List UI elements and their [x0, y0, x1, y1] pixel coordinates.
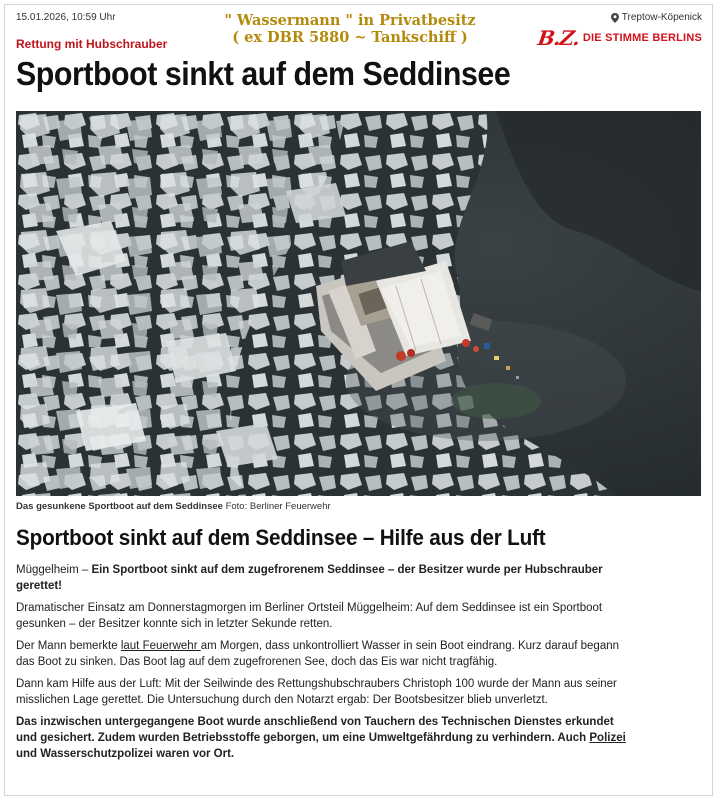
caption-credit: Foto: Berliner Feuerwehr [222, 501, 331, 512]
publish-date: 15.01.2026, 10:59 Uhr [16, 12, 116, 23]
location-tag[interactable] [611, 12, 702, 23]
article-lead [16, 562, 626, 594]
paragraph-2 [16, 638, 626, 670]
photo-caption [16, 501, 331, 512]
article-subheadline: Sportboot sinkt auf dem Seddinsee – Hilfe aus der Luft [16, 525, 546, 550]
overlay-line-2: ( ex DBR 5880 ~ Tankschiff ) [232, 29, 468, 46]
paragraph-3: Dann kam Hilfe aus der Luft: Mit der Seilwinde des Rettungshubschraubers Christoph 100 wurde der Mann aus seiner misslichen Lage gerettet. Die Untersuchung durch den Notarzt ergab: Der Bootsbesitzer blieb unverletzt. [16, 678, 617, 706]
paragraph-4 [16, 714, 626, 762]
bz-logo-mark: B.Z. [536, 26, 581, 50]
caption-text: Das gesunkene Sportboot auf dem Seddinsee [16, 501, 223, 512]
paragraph-2-start: Der Mann bemerkte [16, 640, 121, 652]
link-polizei[interactable]: Polizei [589, 732, 626, 744]
overlay-annotation [220, 12, 480, 46]
paragraph-2-end: am Morgen, dass unkontrolliert Wasser in sein Boot eindrang. Kurz darauf begann das Boot zu sinken. Das Boot lag auf dem zugefrorenen See, doch das Eis war nicht tragfähig. [16, 640, 620, 668]
lead-place: Müggelheim – [16, 564, 92, 576]
overlay-line-1: " Wassermann " in Privatbesitz [224, 12, 476, 29]
link-feuerwehr[interactable]: laut Feuerwehr [120, 640, 201, 652]
paragraph-4-start: Das inzwischen untergegangene Boot wurde anschließend von Tauchern des Technischen Dienstes erkundet und gesichert. Zudem wurden Betriebsstoffe geborgen, um eine Umweltgefährdung zu verhindern. Auch [16, 716, 614, 744]
bz-logo-tagline: DIE STIMME BERLINS [582, 32, 702, 44]
article-body [16, 562, 626, 768]
lead-text: Ein Sportboot sinkt auf dem zugefrorenem Seddinsee – der Besitzer wurde per Hubschrauber gerettet! [16, 564, 603, 592]
paragraph-4-end: und Wasserschutzpolizei waren vor Ort. [16, 748, 235, 760]
paragraph-1: Dramatischer Einsatz am Donnerstagmorgen im Berliner Ortsteil Müggelheim: Auf dem Seddinsee ist ein Sportboot gesunken – der Besitzer konnte sich in letzter Sekunde retten. [16, 602, 603, 630]
location-pin-icon [611, 13, 619, 23]
bz-logo[interactable] [538, 26, 702, 50]
article-headline: Sportboot sinkt auf dem Seddinsee [16, 55, 511, 92]
location-label: Treptow-Köpenick [621, 12, 702, 23]
photo-illustration [16, 111, 701, 496]
article-kicker: Rettung mit Hubschrauber [16, 37, 168, 51]
article-photo[interactable] [16, 111, 701, 496]
